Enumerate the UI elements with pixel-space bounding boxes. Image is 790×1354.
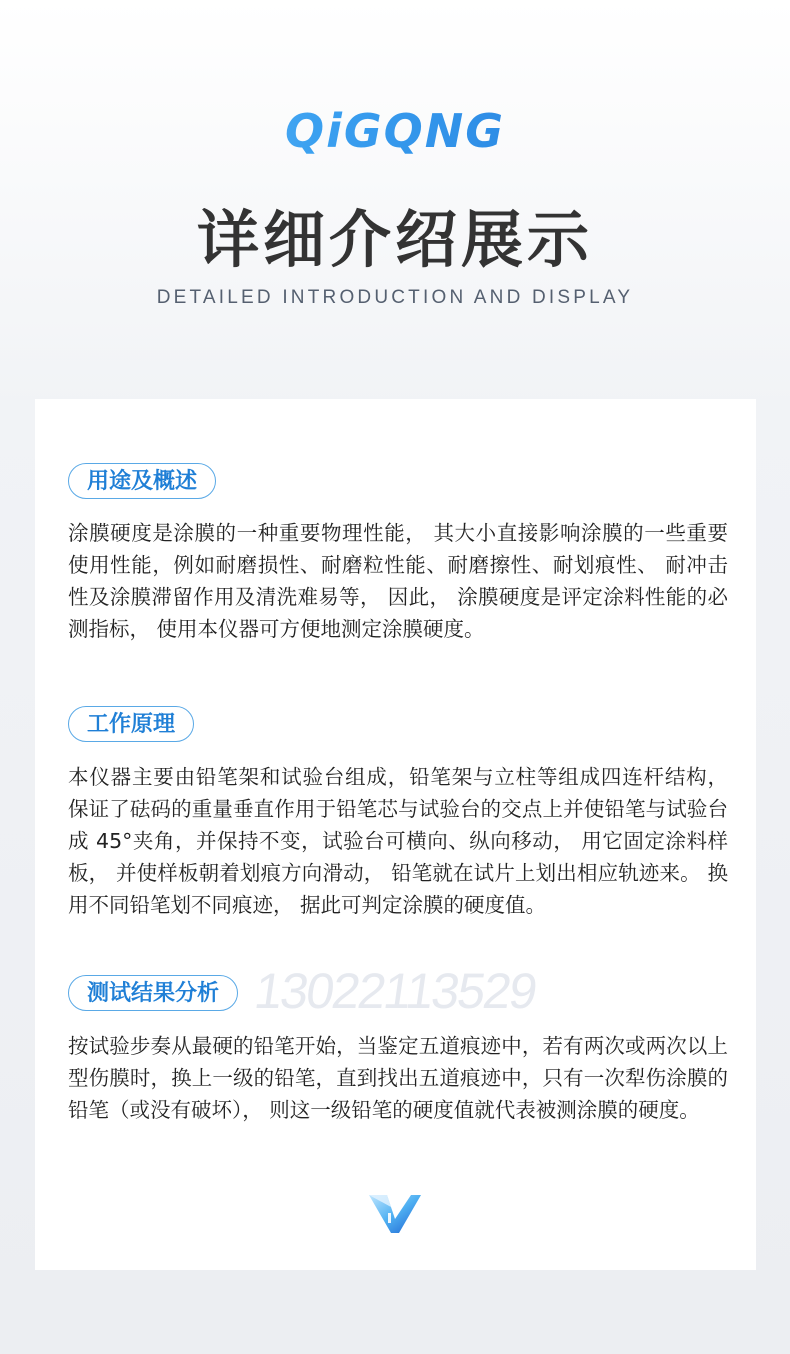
section-tag-analysis: 测试结果分析 — [68, 975, 238, 1011]
page-title: 详细介绍展示 — [196, 203, 593, 276]
section-tag-principle: 工作原理 — [68, 706, 194, 742]
section-text-overview: 涂膜硬度是涂膜的一种重要物理性能， 其大小直接影响涂膜的一些重要使用性能，例如耐磨损性、耐磨粒性能、耐磨擦性、耐划痕性、 耐冲击性及涂膜滞留作用及清洗难易等， 因此， 涂膜硬度是评定涂料性能的必测指标， 使用本仪器可方便地测定涂膜硬度。 — [68, 521, 728, 641]
v-logo-icon — [367, 1189, 423, 1237]
section-text-analysis: 按试验步奏从最硬的铅笔开始，当鉴定五道痕迹中，若有两次或两次以上型伤膜时，换上一级的铅笔，直到找出五道痕迹中，只有一次犁伤涂膜的铅笔（或没有破坏）， 则这一级铅笔的硬度值就代表被测涂膜的硬度。 — [68, 1034, 728, 1122]
phone-watermark: 13022113529 — [251, 963, 540, 1019]
section-text-principle: 本仪器主要由铅笔架和试验台组成，铅笔架与立柱等组成四连杆结构， 保证了砝码的重量垂直作用于铅笔芯与试验台的交点上并使铅笔与试验台成 45°夹角，并保持不变，试验台可横向、纵向移动， 用它固定涂料样板， 并使样板朝着划痕方向滑动， 铅笔就在试片上划出相应轨迹来。 换用不同铅笔划不同痕迹， 据此可判定涂膜的硬度值。 — [68, 765, 728, 917]
content-card — [35, 399, 756, 1270]
section-tag-overview: 用途及概述 — [68, 463, 216, 499]
page-subtitle: DETAILED INTRODUCTION AND DISPLAY — [156, 287, 634, 308]
brand-logo: QiGQNG — [0, 104, 790, 158]
